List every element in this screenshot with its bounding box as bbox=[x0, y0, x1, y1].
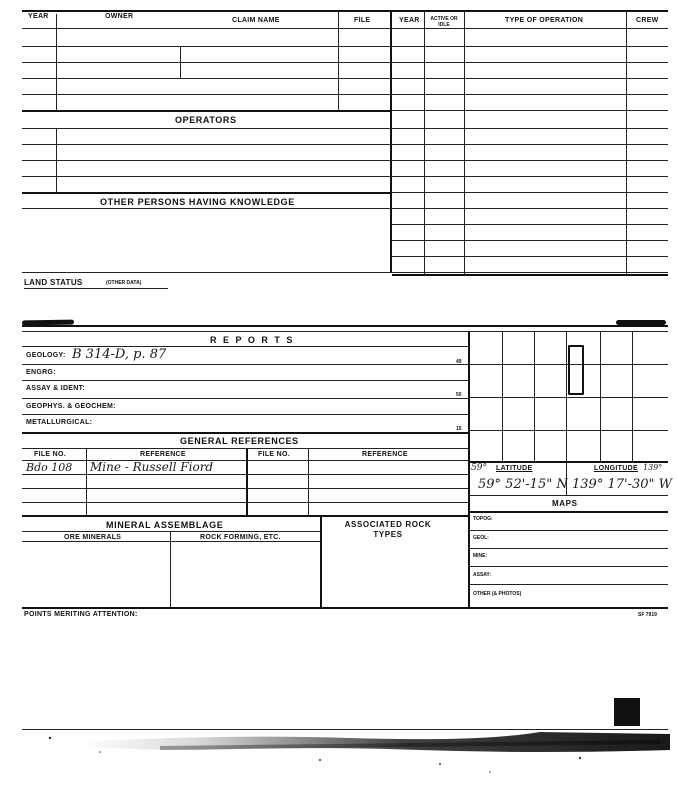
other-persons-heading: OTHER PERSONS HAVING KNOWLEDGE bbox=[100, 197, 295, 207]
rock-forming-header: ROCK FORMING, ETC. bbox=[200, 534, 281, 541]
map-row-assay: ASSAY: bbox=[473, 572, 492, 578]
lat-prefix: 59° bbox=[471, 463, 487, 473]
land-status-label: LAND STATUS bbox=[24, 278, 83, 287]
latitude-label: LATITUDE bbox=[496, 465, 533, 472]
report-number: 50 bbox=[456, 392, 462, 398]
associated-rock-types: ASSOCIATED ROCK TYPES bbox=[344, 520, 432, 539]
lon-prefix: 139° bbox=[643, 463, 663, 472]
reports-heading: R E P O R T S bbox=[210, 335, 295, 345]
header-type-of-operation: TYPE OF OPERATION bbox=[505, 17, 584, 24]
header-crew: CREW bbox=[636, 17, 659, 24]
report-label: METALLURGICAL: bbox=[26, 419, 93, 426]
report-number: 15 bbox=[456, 426, 462, 432]
ore-minerals-header: ORE MINERALS bbox=[64, 534, 122, 541]
longitude-value: 139° 17'-30" W bbox=[572, 477, 672, 492]
col-reference: REFERENCE bbox=[140, 451, 186, 458]
col-reference-2: REFERENCE bbox=[362, 451, 408, 458]
land-status-sublabel: (OTHER DATA) bbox=[106, 280, 142, 286]
mineral-assemblage-heading: MINERAL ASSEMBLAGE bbox=[106, 520, 224, 530]
report-label: GEOLOGY: bbox=[26, 352, 66, 359]
header-year: YEAR bbox=[28, 13, 49, 20]
latitude-value: 59° 52'-15" N bbox=[478, 477, 568, 492]
location-marker bbox=[568, 345, 584, 395]
general-references-heading: GENERAL REFERENCES bbox=[180, 436, 299, 446]
col-file-no-2: FILE NO. bbox=[258, 451, 290, 458]
reference-file-no: Bdo 108 bbox=[26, 461, 73, 474]
report-label: ENGRG: bbox=[26, 369, 56, 376]
reference-text: Mine - Russell Fiord bbox=[90, 460, 214, 474]
report-label: ASSAY & IDENT: bbox=[26, 385, 86, 392]
header-owner: OWNER bbox=[105, 13, 134, 20]
map-row-mine: MINE: bbox=[473, 553, 488, 559]
maps-heading: MAPS bbox=[552, 499, 578, 508]
report-label: GEOPHYS. & GEOCHEM: bbox=[26, 403, 116, 410]
longitude-label: LONGITUDE bbox=[594, 465, 638, 472]
header-year-2: YEAR bbox=[399, 17, 420, 24]
points-meriting-attention: POINTS MERITING ATTENTION: bbox=[24, 611, 138, 618]
geology-reference: B 314-D, p. 87 bbox=[72, 347, 167, 362]
map-row-other: OTHER (& PHOTOS) bbox=[473, 591, 522, 597]
col-file-no: FILE NO. bbox=[34, 451, 66, 458]
map-row-topog: TOPOG: bbox=[473, 516, 493, 522]
scan-noise bbox=[20, 720, 670, 780]
header-active-or-idle: ACTIVE OR IDLE bbox=[430, 16, 458, 28]
map-row-geol: GEOL: bbox=[473, 535, 489, 541]
form-code: SF 7919 bbox=[638, 612, 657, 618]
report-number: 49 bbox=[456, 359, 462, 365]
header-file: FILE bbox=[354, 17, 371, 24]
header-claim-name: CLAIM NAME bbox=[232, 17, 280, 24]
operators-heading: OPERATORS bbox=[175, 115, 237, 125]
